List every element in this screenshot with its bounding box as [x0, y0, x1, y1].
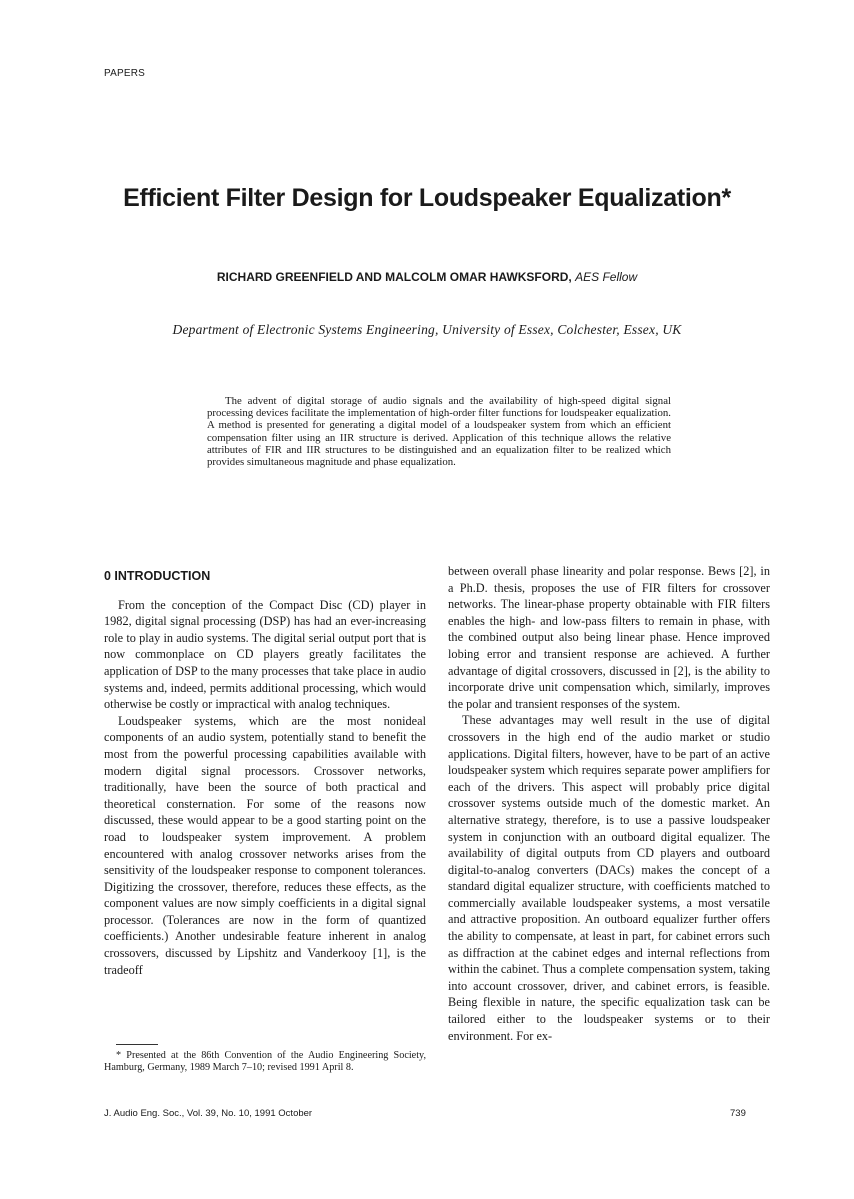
- section-label: PAPERS: [104, 68, 146, 79]
- journal-citation: J. Audio Eng. Soc., Vol. 39, No. 10, 1991 October: [104, 1108, 313, 1119]
- affiliation: Department of Electronic Systems Engineering, University of Essex, Colchester, Essex, UK: [172, 322, 682, 337]
- right-paragraph-1: between overall phase linearity and polar response. Bews [2], in a Ph.D. thesis, proposes the use of FIR filters for crossover networks. The linear-phase property obtainable with FIR filters enables the high- and low-pass filters to remain in phase, with the combined output also being linear phase. Hence improved lobing error and transient response are achieved. A further advantage of digital crossovers, discussed in [2], is the ability to incorporate drive unit compensation which, similarly, improves the polar and transient responses of the system.: [448, 564, 770, 711]
- intro-paragraph-1: From the conception of the Compact Disc (CD) player in 1982, digital signal processing (DSP) has had an ever-increasing role to play in audio systems. The digital serial output port that is now commonplace on CD players greatly facilitates the application of DSP to the many processes that take place in audio systems and, indeed, permits additional processing, which would otherwise be costly or impractical with analog techniques.: [104, 597, 426, 712]
- intro-paragraph-2: Loudspeaker systems, which are the most nonideal components of an audio system, potentially stand to benefit the most from the powerful processing capabilities available with modern digital signal processors. Crossover networks, traditionally, have been the source of both practical and theoretical consternation. For some of the reasons now discussed, these would appear to be a good starting point on the road to loudspeaker system improvement. A problem encountered with analog crossover networks arises from the sensitivity of the loudspeaker response to component tolerances. Digitizing the crossover, therefore, reduces these effects, as the component values are now simply coefficients in a digital signal processor. (Tolerances are now in the form of quantized coefficients.) Another undesirable feature inherent in analog crossovers, discussed by Lipshitz and Vanderkooy [1], is the tradeoff: [104, 713, 426, 977]
- author-names: RICHARD GREENFIELD AND MALCOLM OMAR HAWKSFORD,: [216, 270, 572, 284]
- footnote: * Presented at the 86th Convention of the Audio Engineering Society, Hamburg, Germany, 1989 March 7–10; revised 1991 April 8.: [104, 1050, 426, 1073]
- paper-title: Efficient Filter Design for Loudspeaker Equalization*: [123, 184, 731, 212]
- right-paragraph-2: These advantages may well result in the use of digital crossovers in the high end of the audio market or studio applications. Digital filters, however, have to be part of an active loudspeaker system which requires separate power amplifiers for each of the drivers. This aspect will probably price digital crossover systems outside much of the domestic market. An alternative strategy, therefore, is to use a passive loudspeaker system in conjunction with an outboard digital equalizer. The availability of digital outputs from CD players and outboard digital-to-analog converters (DACs) makes the concept of a standard digital equalizer structure, with coefficients matched to commercially available loudspeaker systems, a most versatile and attractive proposition. An outboard equalizer further offers the ability to compensate, at least in part, for cabinet errors such as diffraction at the cabinet edges and internal reflections from within the cabinet. Thus a complete compensation system, taking into account crossover, driver, and cabinet errors, is feasible. Being flexible in nature, the specific equalization task can be tailored either to the loudspeaker systems or to their environment. For ex-: [448, 713, 770, 1043]
- abstract: The advent of digital storage of audio signals and the availability of high-speed digital signal processing devices facilitate the implementation of high-order filter functions for loudspeaker equalization. A method is presented for generating a digital model of a loudspeaker system from which an efficient compensation filter using an IIR structure is derived. Application of this technique allows the relative attributes of FIR and IIR structures to be distinguished and an equalization filter to be realized which provides simultaneous magnitude and phase equalization.: [207, 395, 671, 469]
- left-column: [104, 568, 426, 978]
- page-number: 739: [730, 1108, 746, 1119]
- footnote-rule: [116, 1044, 158, 1045]
- authors: [0, 270, 854, 284]
- author-fellow-title: AES Fellow: [575, 270, 638, 284]
- right-column: [448, 563, 770, 1044]
- section-heading-introduction: 0 INTRODUCTION: [104, 569, 211, 583]
